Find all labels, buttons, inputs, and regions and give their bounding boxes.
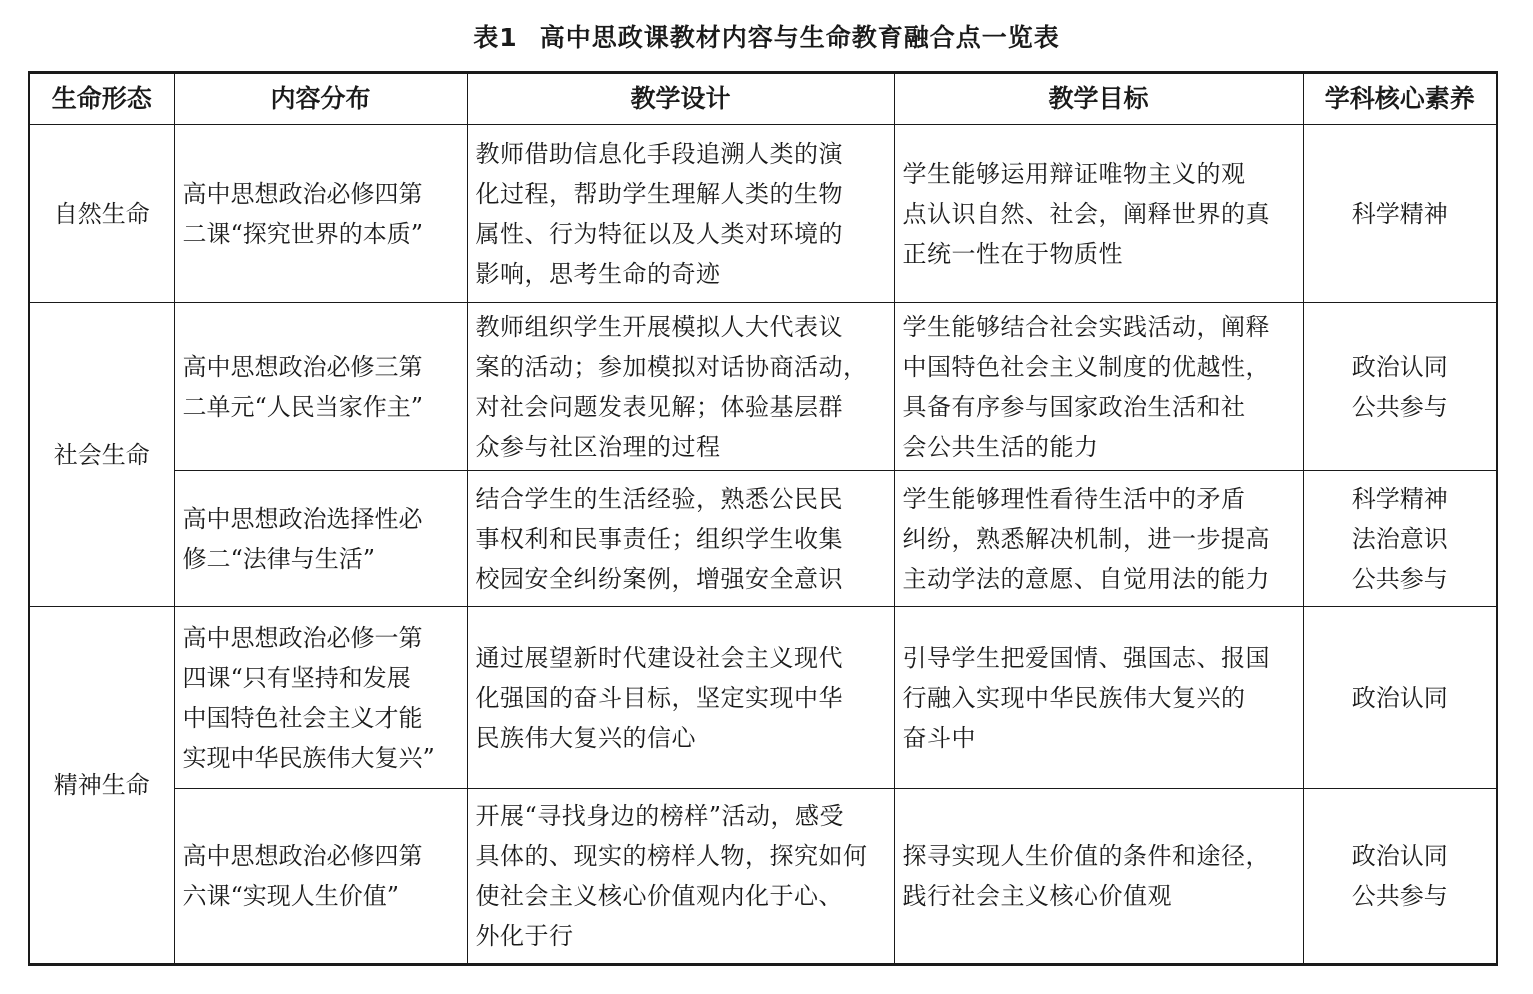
cell-line: 六课“实现人生价值”	[182, 882, 400, 910]
cell-teaching-goal	[894, 607, 1303, 789]
cell-line: 公共参与	[1351, 564, 1448, 593]
table-row	[29, 607, 1497, 789]
cell-line: 主动学法的意愿、自觉用法的能力	[902, 564, 1270, 593]
cell-line: 使社会主义核心价值观内化于心、	[475, 882, 843, 910]
table-title: 高中思政课教材内容与生命教育融合点一览表	[539, 23, 1060, 52]
cell-line: 会公共生活的能力	[902, 432, 1099, 461]
cell-line: 学生能够理性看待生活中的矛盾	[902, 484, 1246, 513]
cell-content	[174, 789, 467, 965]
cell-teaching-design	[467, 789, 894, 965]
cell-teaching-design	[467, 303, 894, 471]
cell-line: 结合学生的生活经验，熟悉公民民	[475, 484, 843, 513]
cell-line: 高中思想政治选择性必	[182, 504, 423, 533]
cell-line: 校园安全纠纷案例，增强安全意识	[475, 564, 843, 593]
cell-life-form: 自然生命	[29, 125, 174, 303]
content-table	[28, 71, 1498, 966]
cell-teaching-design	[467, 607, 894, 789]
table-row	[29, 789, 1497, 965]
cell-line: 通过展望新时代建设社会主义现代	[475, 643, 843, 672]
cell-core-literacy	[1303, 789, 1497, 965]
cell-line: 政治认同	[1351, 842, 1448, 870]
cell-line: 行融入实现中华民族伟大复兴的	[902, 683, 1246, 712]
cell-line: 实现中华民族伟大复兴”	[182, 743, 435, 772]
cell-life-form: 社会生命	[29, 303, 174, 607]
cell-life-form: 精神生命	[29, 607, 174, 965]
header-core-literacy: 学科核心素养	[1303, 73, 1497, 125]
cell-line: 公共参与	[1351, 882, 1448, 910]
cell-line: 对社会问题发表见解；体验基层群	[475, 392, 843, 421]
header-content: 内容分布	[174, 73, 467, 125]
cell-content	[174, 607, 467, 789]
cell-content	[174, 471, 467, 607]
cell-line: 化过程，帮助学生理解人类的生物	[475, 179, 843, 208]
cell-line: 属性、行为特征以及人类对环境的	[475, 219, 843, 248]
cell-line: 教师组织学生开展模拟人大代表议	[475, 312, 843, 341]
cell-line: 中国特色社会主义制度的优越性，	[902, 352, 1270, 381]
cell-teaching-goal	[894, 303, 1303, 471]
cell-line: 教师借助信息化手段追溯人类的演	[475, 139, 843, 168]
cell-line: 具备有序参与国家政治生活和社	[902, 392, 1246, 421]
table-row	[29, 471, 1497, 607]
cell-line: 影响，思考生命的奇迹	[475, 259, 721, 288]
cell-line: 引导学生把爱国情、强国志、报国	[902, 643, 1270, 672]
cell-core-literacy	[1303, 303, 1497, 471]
cell-teaching-design	[467, 125, 894, 303]
cell-teaching-design	[467, 471, 894, 607]
cell-teaching-goal	[894, 125, 1303, 303]
cell-line: 学生能够运用辩证唯物主义的观	[902, 159, 1246, 188]
cell-line: 中国特色社会主义才能	[182, 703, 423, 732]
cell-line: 法治意识	[1351, 524, 1448, 553]
cell-line: 政治认同	[1351, 683, 1448, 712]
cell-core-literacy	[1303, 125, 1497, 303]
cell-line: 众参与社区治理的过程	[475, 432, 721, 461]
cell-content	[174, 303, 467, 471]
cell-line: 案的活动；参加模拟对话协商活动，	[475, 352, 868, 381]
cell-line: 点认识自然、社会，阐释世界的真	[902, 199, 1270, 228]
table-row	[29, 303, 1497, 471]
table-caption	[0, 18, 1533, 58]
cell-line: 民族伟大复兴的信心	[475, 723, 696, 752]
cell-line: 具体的、现实的榜样人物，探究如何	[475, 842, 868, 870]
cell-line: 高中思想政治必修一第	[182, 623, 423, 652]
cell-line: 修二“法律与生活”	[182, 544, 376, 573]
cell-line: 奋斗中	[902, 723, 976, 752]
cell-line: 外化于行	[475, 922, 574, 950]
header-row	[29, 73, 1497, 125]
cell-core-literacy	[1303, 607, 1497, 789]
cell-core-literacy	[1303, 471, 1497, 607]
cell-line: 公共参与	[1351, 392, 1448, 421]
cell-line: 开展“寻找身边的榜样”活动，感受	[475, 802, 845, 830]
header-teaching-goal: 教学目标	[894, 73, 1303, 125]
cell-line: 学生能够结合社会实践活动，阐释	[902, 312, 1270, 341]
header-life-form: 生命形态	[29, 73, 174, 125]
cell-line: 二单元“人民当家作主”	[182, 392, 424, 421]
cell-line: 科学精神	[1351, 199, 1448, 228]
cell-teaching-goal	[894, 789, 1303, 965]
header-teaching-design: 教学设计	[467, 73, 894, 125]
cell-line: 高中思想政治必修三第	[182, 352, 423, 381]
cell-line: 化强国的奋斗目标，坚定实现中华	[475, 683, 843, 712]
cell-line: 四课“只有坚持和发展	[182, 663, 411, 692]
cell-line: 探寻实现人生价值的条件和途径，	[902, 842, 1270, 870]
cell-teaching-goal	[894, 471, 1303, 607]
cell-line: 正统一性在于物质性	[902, 239, 1123, 268]
cell-line: 事权利和民事责任；组织学生收集	[475, 524, 843, 553]
cell-line: 政治认同	[1351, 352, 1448, 381]
cell-line: 高中思想政治必修四第	[182, 179, 423, 208]
cell-line: 高中思想政治必修四第	[182, 842, 423, 870]
cell-line: 践行社会主义核心价值观	[902, 882, 1172, 910]
cell-content	[174, 125, 467, 303]
cell-line: 纠纷，熟悉解决机制，进一步提高	[902, 524, 1270, 553]
table-row	[29, 125, 1497, 303]
cell-line: 科学精神	[1351, 484, 1448, 513]
table-number: 表1	[473, 23, 518, 52]
cell-line: 二课“探究世界的本质”	[182, 219, 424, 248]
